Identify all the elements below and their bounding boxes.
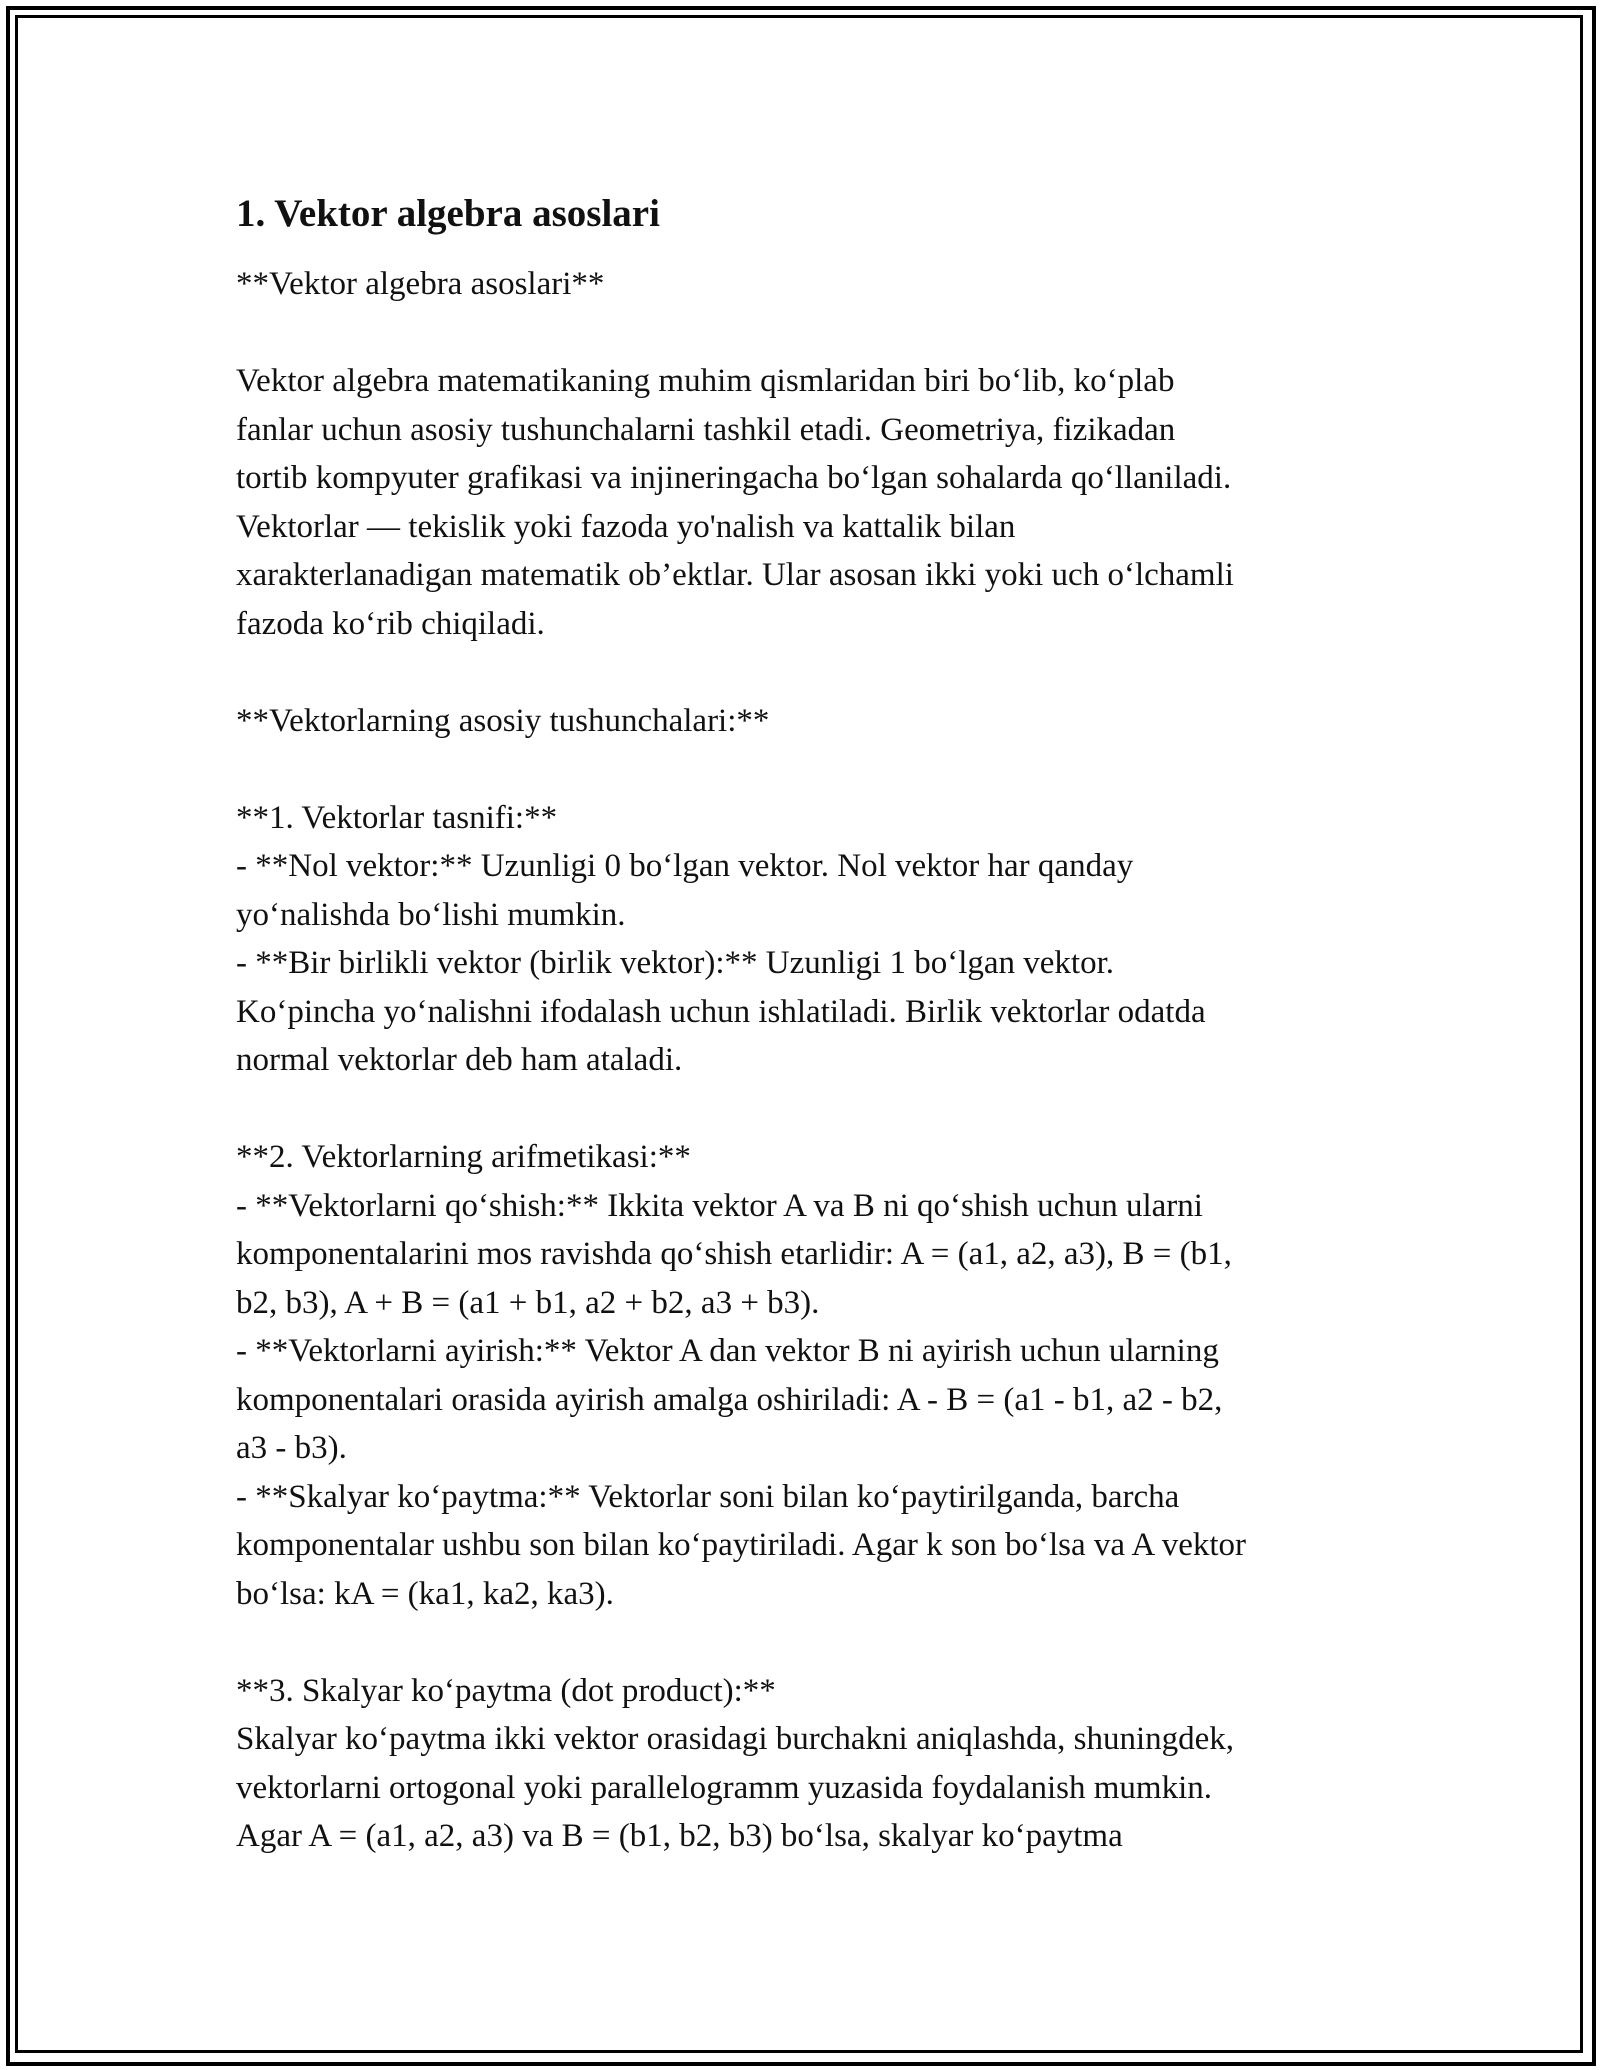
document-page	[236, 186, 1376, 1861]
section-heading: 1. Vektor algebra asoslari	[236, 192, 660, 235]
section-body-text: **Vektor algebra asoslari** Vektor algebra matematikaning muhim qismlaridan biri bo‘lib, ko‘plab fanlar uchun asosiy tushunchalarni tashkil etadi. Geometriya, fizikadan tortib kompyuter grafikasi va injineringacha bo‘lgan sohalarda qo‘llaniladi. Vektorlar — tekislik yoki fazoda yo'nalish va kattalik bilan xarakterlanadigan matematik ob’ektlar. Ular asosan ikki yoki uch o‘lchamli fazoda ko‘rib chiqiladi. **Vektorlarning asosiy tushunchalari:** **1. Vektorlar tasnifi:** - **Nol vektor:** Uzunligi 0 bo‘lgan vektor. Nol vektor har qanday yo‘nalishda bo‘lishi mumkin. - **Bir birlikli vektor (birlik vektor):** Uzunligi 1 bo‘lgan vektor. Ko‘pincha yo‘nalishni ifodalash uchun ishlatiladi. Birlik vektorlar odatda normal vektorlar deb ham ataladi. **2. Vektorlarning arifmetikasi:** - **Vektorlarni qo‘shish:** Ikkita vektor A va B ni qo‘shish uchun ularni komponentalarini mos ravishda qo‘shish etarlidir: A = (a1, a2, a3), B = (b1, b2, b3), A + B = (a1 + b1, a2 + b2, a3 + b3). - **Vektorlarni ayirish:** Vektor A dan vektor B ni ayirish uchun ularning komponentalari orasida ayirish amalga oshiriladi: A - B = (a1 - b1, a2 - b2, a3 - b3). - **Skalyar ko‘paytma:** Vektorlar soni bilan ko‘paytirilganda, barcha komponentalar ushbu son bilan ko‘paytiriladi. Agar k son bo‘lsa va A vektor bo‘lsa: kA = (ka1, ka2, ka3). **3. Skalyar ko‘paytma (dot product):** Skalyar ko‘paytma ikki vektor orasidagi burchakni aniqlashda, shuningdek, vektorlarni ortogonal yoki parallelogramm yuzasida foydalanish mumkin. Agar A = (a1, a2, a3) va B = (b1, b2, b3) bo‘lsa, skalyar ko‘paytma	[236, 266, 1246, 1854]
